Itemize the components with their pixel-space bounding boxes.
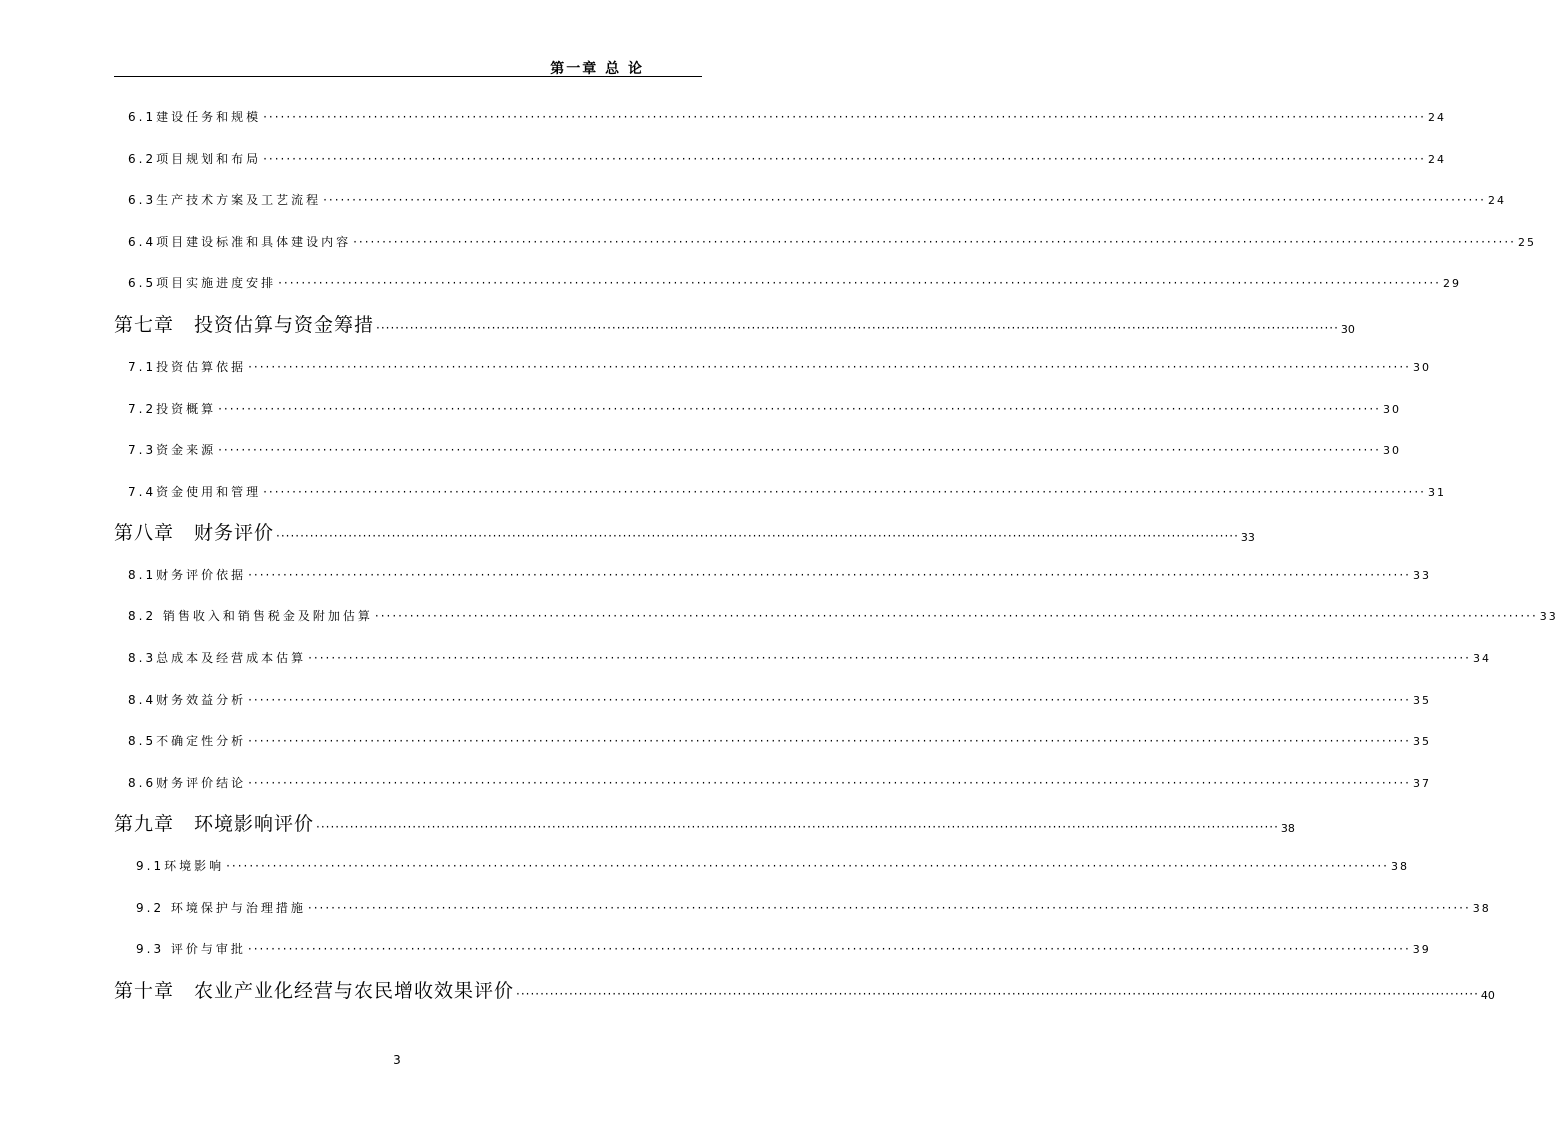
toc-section-entry[interactable] (128, 440, 1401, 458)
toc-section-entry[interactable] (128, 648, 1491, 666)
toc-leader-dots: ········································································································································································································ (278, 276, 1441, 290)
toc-leader-dots: ········································································································································································································ (247, 942, 1411, 956)
toc-entry-title: 第七章 投资估算与资金筹措 (114, 314, 375, 336)
toc-section-entry[interactable] (128, 482, 1446, 500)
toc-entry-title: 9.2 环境保护与治理措施 (136, 901, 306, 915)
toc-section-entry[interactable] (128, 273, 1461, 291)
toc-leader-dots: ········································································································································································································ (323, 193, 1486, 207)
toc-entry-page: 38 (1390, 860, 1409, 873)
toc-entry-page: 25 (1517, 236, 1536, 249)
toc-entry-title: 9.1环境影响 (136, 859, 225, 873)
toc-chapter-entry[interactable] (114, 311, 1355, 337)
toc-section-entry[interactable] (128, 773, 1431, 791)
toc-entry-title: 8.3总成本及经营成本估算 (128, 651, 307, 665)
toc-entry-page: 30 (1382, 403, 1401, 416)
toc-entry-page: 30 (1382, 444, 1401, 457)
toc-entry-title: 6.5项目实施进度安排 (128, 276, 277, 290)
toc-entry-page: 33 (1539, 610, 1558, 623)
toc-chapter-entry[interactable] (114, 519, 1255, 545)
toc-entry-page: 39 (1412, 943, 1431, 956)
toc-entry-title: 6.4项目建设标准和具体建设内容 (128, 235, 352, 249)
toc-leader-dots: ········································································································································································································ (276, 529, 1239, 543)
toc-leader-dots: ········································································································································································································ (218, 402, 1381, 416)
toc-chapter-entry[interactable] (114, 810, 1295, 836)
toc-section-entry[interactable] (128, 606, 1558, 624)
toc-section-entry[interactable] (128, 190, 1506, 208)
toc-leader-dots: ········································································································································································································ (218, 443, 1381, 457)
toc-entry-page: 35 (1412, 735, 1431, 748)
running-header (114, 58, 702, 77)
toc-leader-dots: ········································································································································································································ (376, 321, 1339, 335)
toc-entry-title: 7.2投资概算 (128, 402, 217, 416)
toc-entry-page: 38 (1280, 822, 1295, 835)
toc-entry-page: 30 (1340, 323, 1355, 336)
toc-entry-page: 34 (1472, 652, 1491, 665)
toc-entry-title: 8.4财务效益分析 (128, 693, 247, 707)
toc-entry-page: 30 (1412, 361, 1431, 374)
toc-entry-title: 8.2 销售收入和销售税金及附加估算 (128, 609, 373, 623)
toc-section-entry[interactable] (128, 232, 1536, 250)
toc-entry-page: 31 (1427, 486, 1446, 499)
toc-leader-dots: ········································································································································································································ (248, 734, 1411, 748)
toc-entry-page: 24 (1427, 111, 1446, 124)
toc-section-entry[interactable] (128, 565, 1431, 583)
toc-entry-title: 8.6财务评价结论 (128, 776, 247, 790)
toc-section-entry[interactable] (128, 399, 1401, 417)
toc-section-entry[interactable] (128, 731, 1431, 749)
toc-entry-page: 24 (1487, 194, 1506, 207)
toc-entry-page: 38 (1472, 902, 1491, 915)
toc-chapter-entry[interactable] (114, 977, 1495, 1003)
toc-entry-page: 24 (1427, 153, 1446, 166)
toc-entry-title: 7.1投资估算依据 (128, 360, 247, 374)
toc-leader-dots: ········································································································································································································ (307, 901, 1471, 915)
toc-section-entry[interactable] (128, 149, 1446, 167)
toc-leader-dots: ········································································································································································································ (374, 609, 1538, 623)
toc-leader-dots: ········································································································································································································ (248, 360, 1411, 374)
toc-entry-page: 33 (1240, 531, 1255, 544)
toc-entry-page: 37 (1412, 777, 1431, 790)
toc-entry-title: 6.3生产技术方案及工艺流程 (128, 193, 322, 207)
toc-entry-title: 7.3资金来源 (128, 443, 217, 457)
toc-entry-title: 6.1建设任务和规模 (128, 110, 262, 124)
toc-leader-dots: ········································································································································································································ (516, 987, 1479, 1001)
toc-entry-title: 9.3 评价与审批 (136, 942, 246, 956)
toc-entry-title: 6.2项目规划和布局 (128, 152, 262, 166)
toc-entry-title: 7.4资金使用和管理 (128, 485, 262, 499)
toc-leader-dots: ········································································································································································································ (263, 152, 1426, 166)
toc-leader-dots: ········································································································································································································ (226, 859, 1389, 873)
toc-leader-dots: ········································································································································································································ (316, 820, 1279, 834)
toc-section-entry[interactable] (136, 856, 1409, 874)
toc-leader-dots: ········································································································································································································ (248, 776, 1411, 790)
toc-entry-page: 40 (1480, 989, 1495, 1002)
toc-leader-dots: ········································································································································································································ (248, 693, 1411, 707)
toc-section-entry[interactable] (128, 690, 1431, 708)
toc-leader-dots: ········································································································································································································ (263, 110, 1426, 124)
toc-entry-page: 29 (1442, 277, 1461, 290)
toc-entry-title: 第九章 环境影响评价 (114, 813, 315, 835)
toc-leader-dots: ········································································································································································································ (353, 235, 1516, 249)
toc-leader-dots: ········································································································································································································ (248, 568, 1411, 582)
toc-entry-page: 33 (1412, 569, 1431, 582)
toc-entry-title: 第八章 财务评价 (114, 522, 275, 544)
toc-entry-page: 35 (1412, 694, 1431, 707)
page-number: 3 (393, 1053, 401, 1067)
toc-entry-title: 第十章 农业产业化经营与农民增收效果评价 (114, 980, 515, 1002)
toc-entry-title: 8.1财务评价依据 (128, 568, 247, 582)
toc-entry-title: 8.5不确定性分析 (128, 734, 247, 748)
toc-section-entry[interactable] (128, 357, 1431, 375)
toc-leader-dots: ········································································································································································································ (308, 651, 1471, 665)
toc-section-entry[interactable] (136, 939, 1431, 957)
toc-section-entry[interactable] (136, 898, 1491, 916)
toc-leader-dots: ········································································································································································································ (263, 485, 1426, 499)
header-title: 第一章 总 论 (550, 61, 644, 77)
toc-section-entry[interactable] (128, 107, 1446, 125)
